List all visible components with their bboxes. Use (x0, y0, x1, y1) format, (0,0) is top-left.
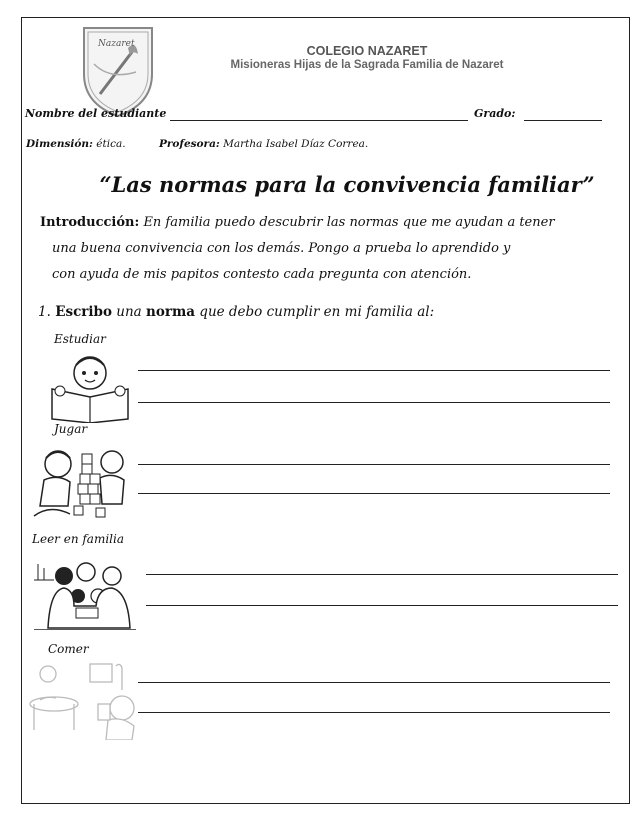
children-playing-blocks-icon (30, 444, 132, 522)
grade-field[interactable] (524, 120, 602, 121)
student-name-label: Nombre del estudiante (25, 107, 167, 120)
intro-line-2: una buena convivencia con los demás. Pongo a prueba lo aprendido y (52, 241, 511, 256)
answer-line-jugar-2[interactable] (138, 493, 610, 494)
answer-line-jugar-1[interactable] (138, 464, 610, 465)
grade-label: Grado: (474, 107, 516, 120)
family-reading-icon (34, 560, 136, 630)
introduction (40, 210, 610, 288)
answer-line-estudiar-2[interactable] (138, 402, 610, 403)
question-verb: Escribo (55, 304, 112, 320)
worksheet-title: “Las normas para la convivencia familiar” (99, 172, 595, 197)
school-subtitle: Misioneras Hijas de la Sagrada Familia de Nazaret (230, 59, 504, 71)
dimension-value: ética. (96, 138, 126, 150)
item-label-comer: Comer (48, 642, 89, 656)
intro-line-3: con ayuda de mis papitos contesto cada pregunta con atención. (52, 267, 472, 282)
question-1 (38, 304, 434, 320)
school-crest-icon (80, 24, 156, 118)
item-label-jugar: Jugar (54, 422, 88, 436)
dimension-row (26, 138, 126, 150)
question-text-a: una (116, 304, 142, 320)
answer-line-comer-2[interactable] (138, 712, 610, 713)
teacher-row (159, 138, 368, 150)
question-number: 1. (38, 304, 51, 320)
student-name-field[interactable] (170, 120, 468, 121)
answer-line-leer-2[interactable] (146, 605, 618, 606)
question-keyword: norma (146, 304, 195, 320)
teacher-value: Martha Isabel Díaz Correa. (223, 138, 369, 150)
question-text-b: que debo cumplir en mi familia al: (199, 304, 435, 320)
answer-line-estudiar-1[interactable] (138, 370, 610, 371)
answer-line-comer-1[interactable] (138, 682, 610, 683)
intro-line-1: En familia puedo descubrir las normas que me ayudan a tener (143, 215, 555, 230)
worksheet-page (21, 17, 630, 804)
school-name: COLEGIO NAZARET (306, 44, 428, 58)
answer-line-leer-1[interactable] (146, 574, 618, 575)
intro-label: Introducción: (40, 215, 140, 230)
child-eating-icon (28, 660, 136, 740)
item-label-leer-en-familia: Leer en familia (32, 532, 125, 546)
crest-text: Nazaret (98, 39, 135, 49)
dimension-label: Dimensión: (26, 138, 93, 150)
child-reading-icon (48, 353, 132, 423)
teacher-label: Profesora: (159, 138, 220, 150)
item-label-estudiar: Estudiar (54, 332, 106, 346)
